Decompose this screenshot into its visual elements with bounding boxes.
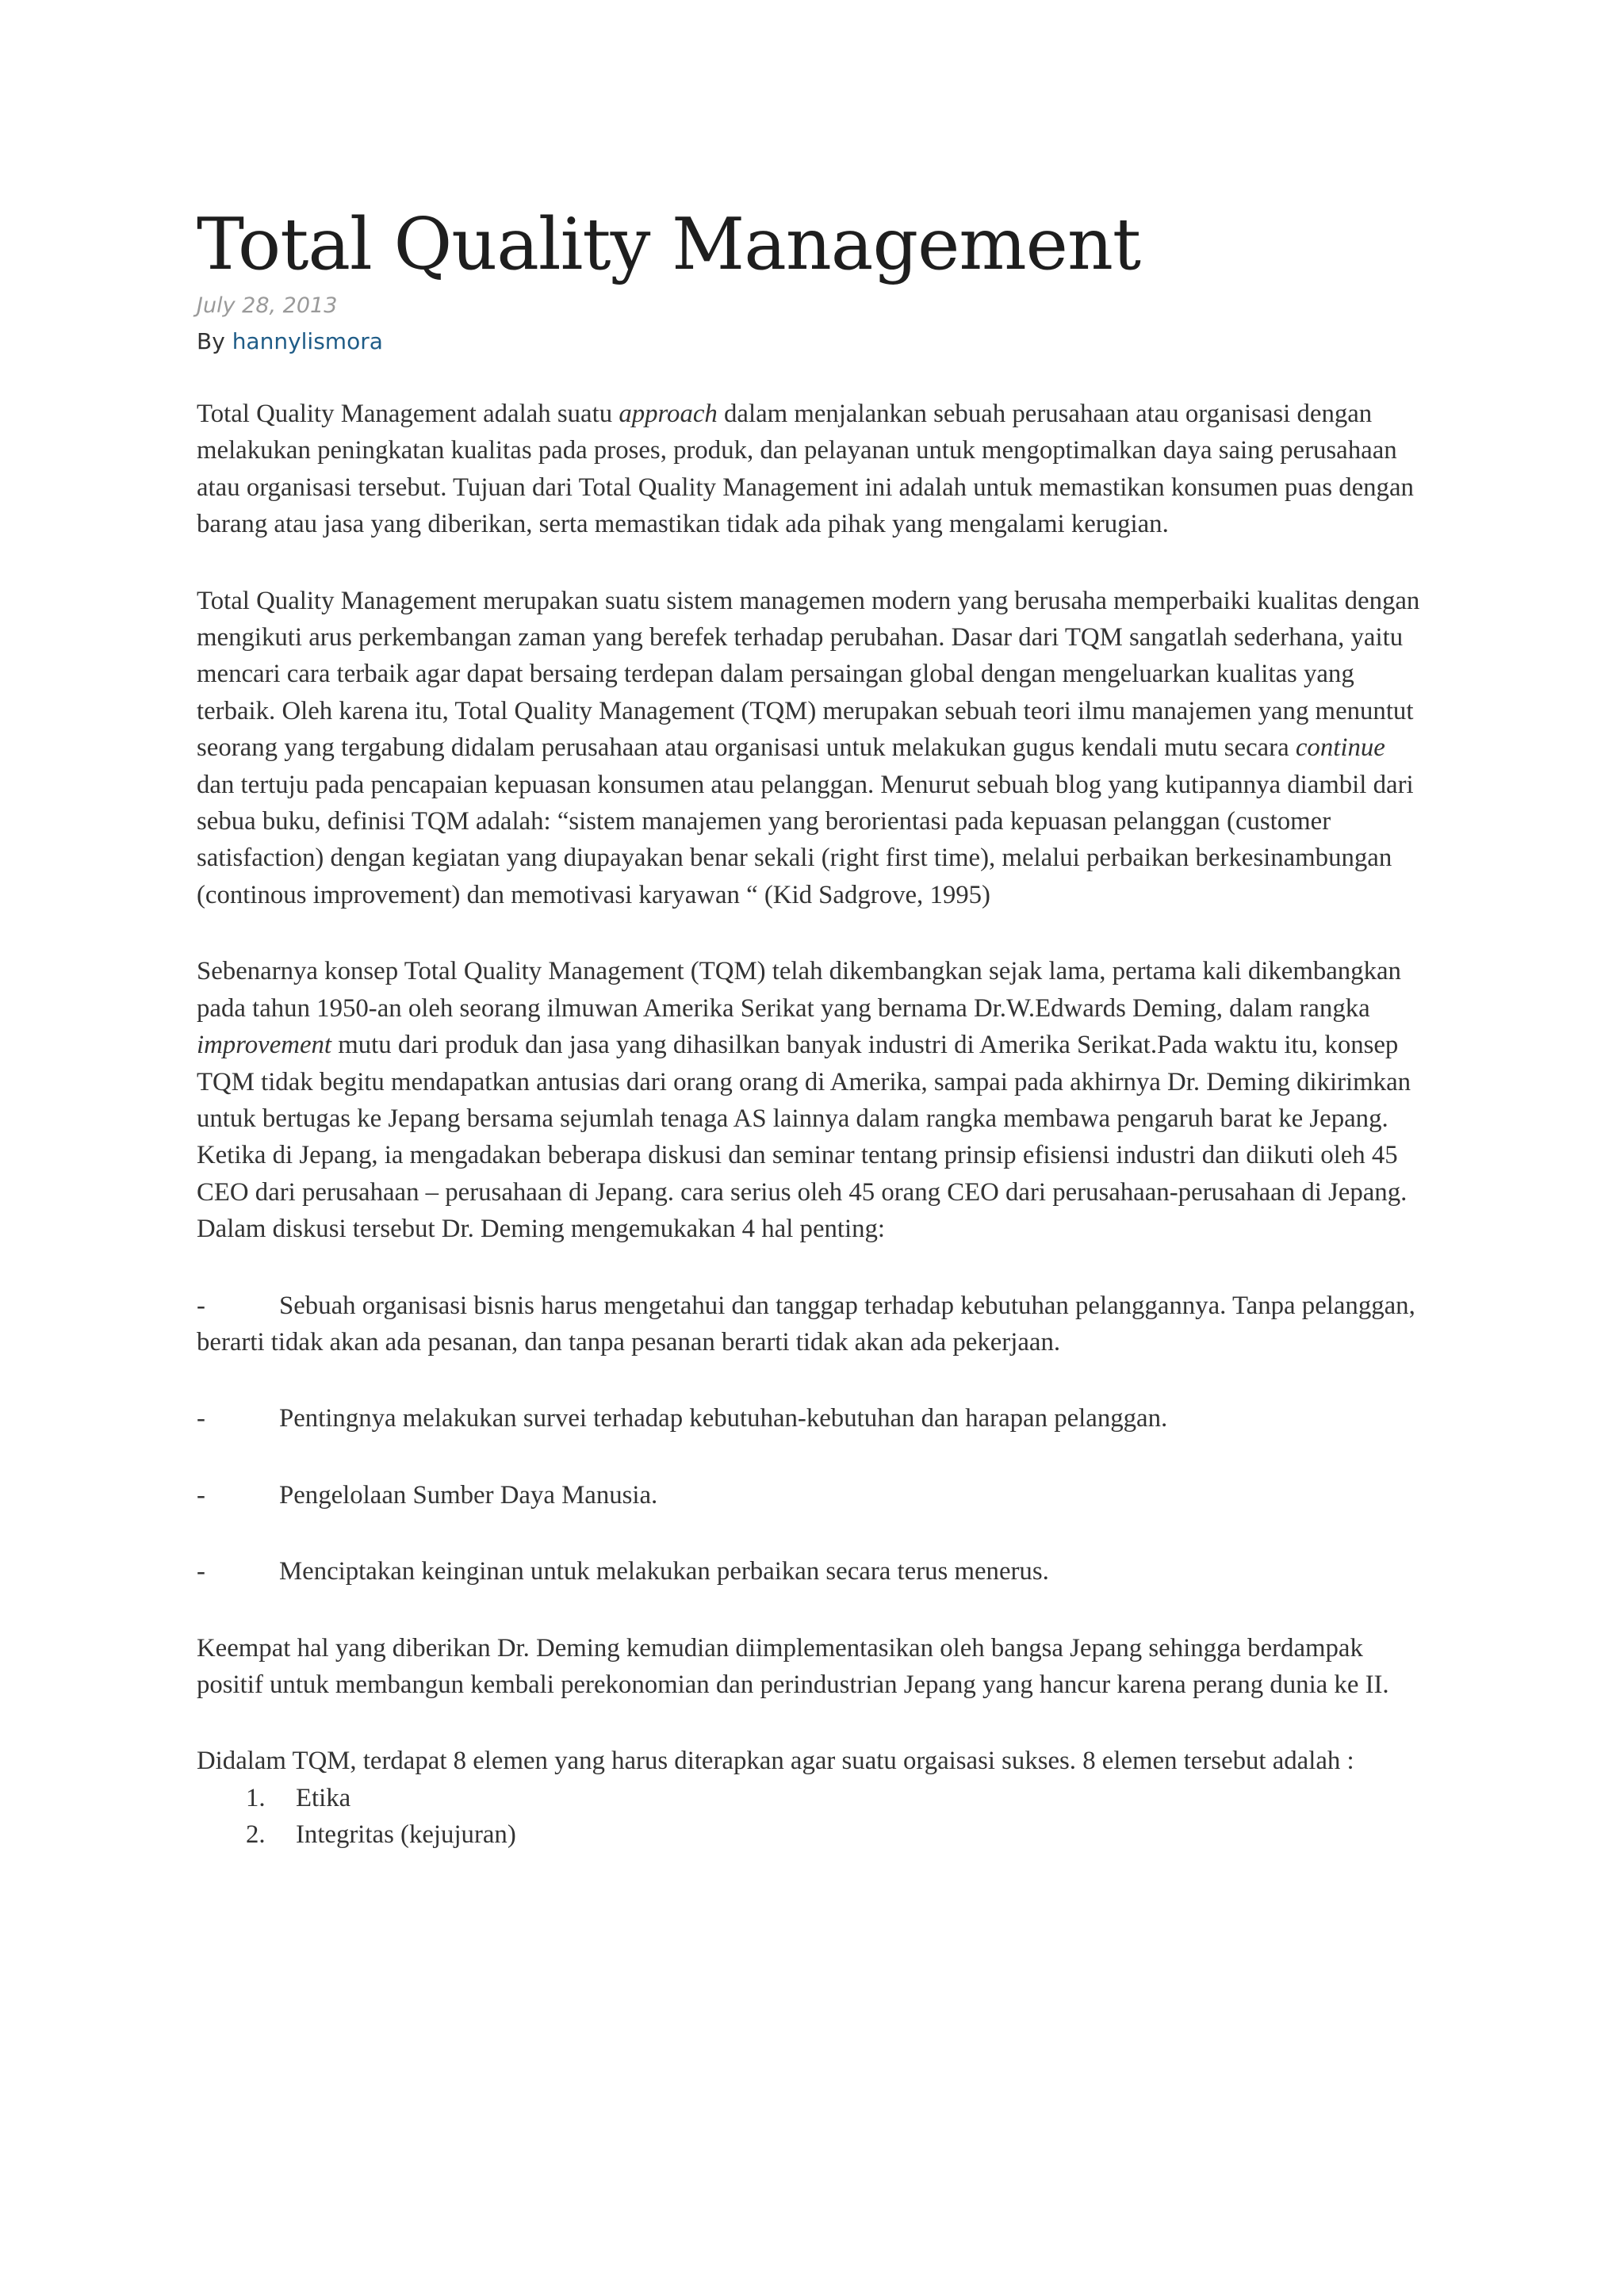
dash-marker: - <box>197 1404 205 1433</box>
article-byline <box>197 322 1427 362</box>
emphasis-improvement: improvement <box>197 1031 332 1060</box>
emphasis-continue: continue <box>1295 733 1385 763</box>
paragraph-definition: Total Quality Management merupakan suatu sistem managemen modern yang berusaha memperbaiki kualitas dengan mengikuti arus perkembangan zaman yang berefek terhadap perubahan. Dasar dari TQM sangatlah sederhana, yaitu mencari cara terbaik agar dapat bersaing terdepan dalam persaingan global dengan mengeluarkan kualitas yang terbaik. Oleh karena itu, Total Quality Management (TQM) merupakan sebuah teori ilmu manajemen yang menuntut seorang yang tergabung didalam perusahaan atau organisasi untuk melakukan gugus kendali mutu secara continue dan tertuju pada pencapaian kepuasan konsumen atau pelanggan. Menurut sebuah blog yang kutipannya diambil dari sebua buku, definisi TQM adalah: “sistem manajemen yang berorientasi pada kepuasan pelanggan (customer satisfaction) dengan kegiatan yang diupayakan benar sekali (right first time), melalui perbaikan berkesinambungan (continous improvement) dan memotivasi karyawan “ (Kid Sadgrove, 1995) <box>197 586 1420 909</box>
list-item: 2. Integritas (kejujuran) <box>197 1816 1427 1853</box>
dash-marker: - <box>197 1557 205 1586</box>
list-item: 1. Etika <box>197 1780 1427 1816</box>
dash-list-item: - Pengelolaan Sumber Daya Manusia. <box>197 1477 1427 1513</box>
list-number: 1. <box>246 1783 266 1812</box>
elements-list <box>197 1780 1427 1854</box>
dash-marker: - <box>197 1480 205 1510</box>
dash-marker: - <box>197 1291 205 1320</box>
article-title: Total Quality Management <box>197 203 1141 286</box>
article-body <box>197 396 1427 1854</box>
paragraph-intro: Total Quality Management adalah suatu approach dalam menjalankan sebuah perusahaan atau organisasi dengan melakukan peningkatan kualitas pada proses, produk, dan pelayanan untuk mengoptimalkan daya saing perusahaan atau organisasi tersebut. Tujuan dari Total Quality Management ini adalah untuk memastikan konsumen puas dengan barang atau jasa yang diberikan, serta memastikan tidak ada pihak yang mengalami kerugian. <box>197 400 1414 539</box>
paragraph-elements-intro: Didalam TQM, terdapat 8 elemen yang harus diterapkan agar suatu orgaisasi sukses. 8 elemen tersebut adalah : <box>197 1747 1354 1776</box>
paragraph-implementation: Keempat hal yang diberikan Dr. Deming kemudian diimplementasikan oleh bangsa Jepang sehingga berdampak positif untuk membangun kembali perekonomian dan perindustrian Jepang yang hancur karena perang dunia ke II. <box>197 1633 1389 1699</box>
article-date: July 28, 2013 <box>197 293 338 318</box>
by-label: By <box>197 328 225 354</box>
dash-list-item: - Sebuah organisasi bisnis harus mengetahui dan tanggap terhadap kebutuhan pelanggannya. Tanpa pelanggan, berarti tidak akan ada pesanan, dan tanpa pesanan berarti tidak akan ada pekerjaan. <box>197 1288 1427 1361</box>
dash-list-item: - Menciptakan keinginan untuk melakukan perbaikan secara terus menerus. <box>197 1553 1427 1590</box>
list-number: 2. <box>246 1820 266 1850</box>
article <box>197 201 1427 1854</box>
author-link[interactable]: hannylismora <box>232 328 383 354</box>
emphasis-approach: approach <box>619 400 718 428</box>
paragraph-history: Sebenarnya konsep Total Quality Management (TQM) telah dikembangkan sejak lama, pertama kali dikembangkan pada tahun 1950-an oleh seorang ilmuwan Amerika Serikat yang bernama Dr.W.Edwards Deming, dalam rangka improvement mutu dari produk dan jasa yang dihasilkan banyak industri di Amerika Serikat.Pada waktu itu, konsep TQM tidak begitu mendapatkan antusias dari orang orang di Amerika, sampai pada akhirnya Dr. Deming dikirimkan untuk bertugas ke Jepang bersama sejumlah tenaga AS lainnya dalam rangka membawa pengaruh barat ke Jepang. Ketika di Jepang, ia mengadakan beberapa diskusi dan seminar tentang prinsip efisiensi industri dan diikuti oleh 45 CEO dari perusahaan – perusahaan di Jepang. cara serius oleh 45 orang CEO dari perusahaan-perusahaan di Jepang. Dalam diskusi tersebut Dr. Deming mengemukakan 4 hal penting: <box>197 957 1411 1244</box>
dash-list-item: - Pentingnya melakukan survei terhadap kebutuhan-kebutuhan dan harapan pelanggan. <box>197 1400 1427 1437</box>
